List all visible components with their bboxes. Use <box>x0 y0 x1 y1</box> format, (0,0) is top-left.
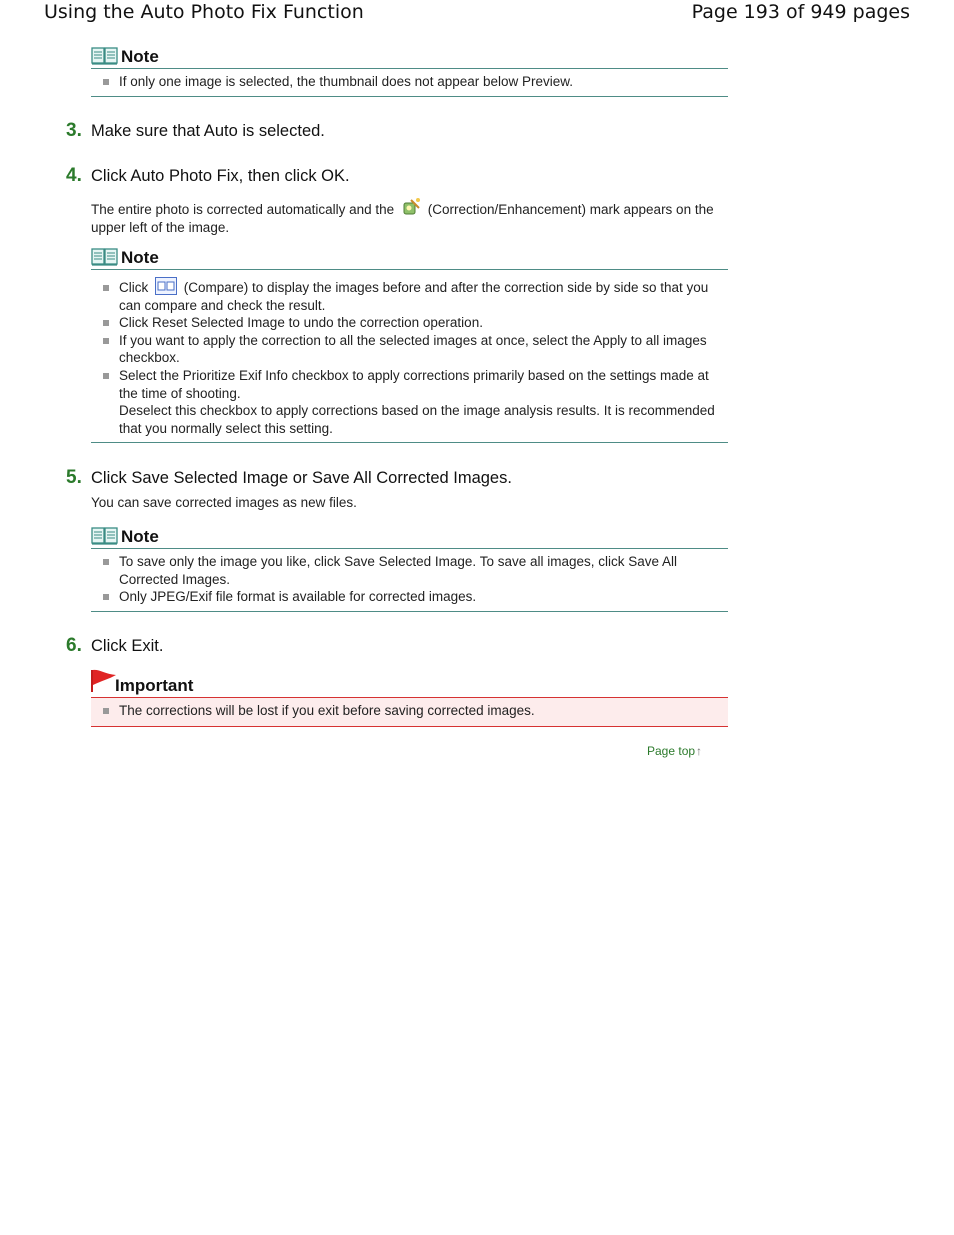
note-box <box>91 44 728 97</box>
list-item-text: Select the Prioritize Exif Info checkbox to apply corrections primarily based on the settings made at the time of shooting. <box>119 367 709 401</box>
important-label: Important <box>115 676 194 695</box>
list-item <box>91 279 728 314</box>
list-item-text: Click <box>119 280 149 295</box>
note-label: Note <box>121 47 159 66</box>
list-item-text: (Compare) to display the images before and after the correction side by side so that you can compare and check the result. <box>119 280 709 313</box>
book-icon <box>91 247 118 267</box>
step-number: 6. <box>66 635 82 656</box>
note-list <box>91 69 728 97</box>
note-list <box>91 270 728 443</box>
description-text: (Correction/Enhancement) mark appears on the upper left of the image. <box>91 202 714 235</box>
list-item: The corrections will be lost if you exit before saving corrected images. <box>91 702 728 720</box>
step-number: 5. <box>66 467 82 488</box>
step-text: Click Save Selected Image or Save All Corrected Images. <box>91 469 512 487</box>
list-item <box>91 367 728 437</box>
up-arrow-icon: ↑ <box>696 744 703 758</box>
page-top-link[interactable] <box>647 744 702 758</box>
correction-enhancement-icon <box>401 197 421 217</box>
book-icon <box>91 526 118 546</box>
page-number: Page 193 of 949 pages <box>691 1 910 23</box>
step-text: Click Auto Photo Fix, then click OK. <box>91 167 350 185</box>
step-4 <box>66 165 350 187</box>
note-label: Note <box>121 248 159 267</box>
step-text: Make sure that Auto is selected. <box>91 122 325 140</box>
note-box <box>91 524 728 612</box>
page-top-label[interactable]: Page top <box>647 744 696 758</box>
note-label: Note <box>121 527 159 546</box>
step-number: 4. <box>66 165 82 186</box>
list-item: To save only the image you like, click Save Selected Image. To save all images, click Save All Corrected Images. <box>91 553 728 588</box>
step-3 <box>66 120 325 142</box>
note-box <box>91 245 728 443</box>
book-icon <box>91 46 118 66</box>
page-header-title: Using the Auto Photo Fix Function <box>44 1 364 23</box>
note-header <box>91 245 728 270</box>
step-4-description <box>91 197 728 236</box>
note-header <box>91 44 728 69</box>
list-item: If only one image is selected, the thumbnail does not appear below Preview. <box>91 73 728 91</box>
compare-icon <box>155 277 177 295</box>
step-number: 3. <box>66 120 82 141</box>
step-5-description: You can save corrected images as new files. <box>91 495 357 510</box>
description-text: The entire photo is corrected automatically and the <box>91 202 395 217</box>
important-list <box>91 698 728 727</box>
step-5 <box>66 467 512 489</box>
important-box <box>91 673 728 727</box>
note-list <box>91 549 728 612</box>
list-item: Only JPEG/Exif file format is available for corrected images. <box>91 588 728 606</box>
important-header <box>91 673 728 698</box>
step-text: Click Exit. <box>91 637 164 655</box>
note-header <box>91 524 728 549</box>
list-item-text: Deselect this checkbox to apply corrections based on the image analysis results. It is recommended that you normally select this setting. <box>119 403 715 436</box>
list-item: If you want to apply the correction to all the selected images at once, select the Apply to all images checkbox. <box>91 332 728 367</box>
flag-icon <box>91 669 117 693</box>
step-6 <box>66 635 163 657</box>
list-item: Click Reset Selected Image to undo the correction operation. <box>91 314 728 332</box>
